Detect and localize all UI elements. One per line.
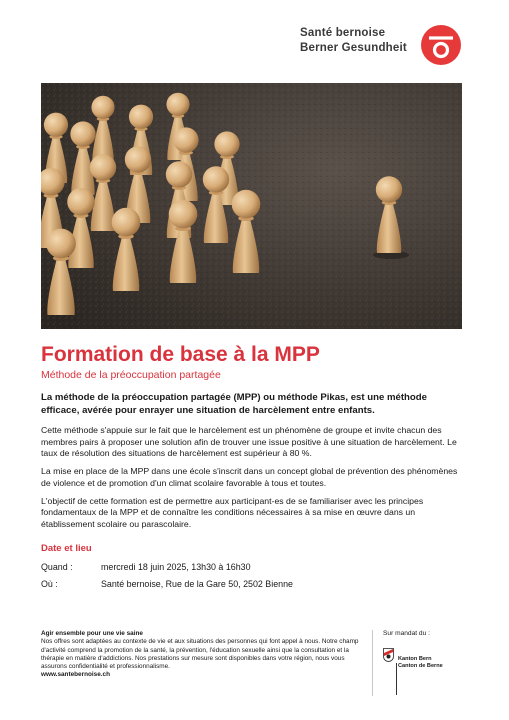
where-value: Santé bernoise, Rue de la Gare 50, 2502 Bienne: [101, 579, 293, 589]
where-label: Où :: [41, 579, 58, 589]
footer-about: [41, 630, 371, 680]
page-title: Formation de base à la MPP: [41, 343, 320, 366]
canton-names: [398, 656, 443, 670]
hero-photo: [41, 83, 462, 329]
canton-fr: Canton de Berne: [398, 663, 443, 670]
mandate-label: Sur mandat du :: [383, 630, 430, 637]
canton-de: Kanton Bern: [398, 656, 432, 662]
brand-line-fr: Santé bernoise: [300, 27, 386, 39]
paragraph-2: La mise en place de la MPP dans une école s'inscrit dans un concept global de prévention des phénomènes de violence et de promotion d'un climat scolaire favorable à tous et toutes.: [41, 466, 458, 488]
brand-line-de: Berner Gesundheit: [300, 42, 407, 54]
paragraph-3: L'objectif de cette formation est de permettre aux participant-es de se familiariser avec les principes fondamentaux de la MPP et de connaître les conditions nécessaires à sa mise en œuvre dans un établissement scolaire ou parascolaire.: [41, 495, 424, 529]
footer-text: Nos offres sont adaptées au contexte de vie et aux situations des personnes qui font appel à nous. Notre champ d'activité comprend la promotion de la santé, la prévention, l'éducation sexuelle ainsi que la consultation et la thérapie en matière d'addictions. Nos prestations sur mesure sont disponibles dans votre région, nous vous assurons confidentialité et professionnalisme.: [41, 638, 359, 671]
brand-name: [300, 26, 407, 56]
page-subtitle: Méthode de la préoccupation partagée: [41, 369, 221, 381]
body-text: [41, 392, 466, 537]
footer-tagline: Agir ensemble pour une vie saine: [41, 630, 143, 637]
canton-rule: [396, 663, 397, 695]
footer-divider: [372, 630, 373, 696]
lead-paragraph: La méthode de la préoccupation partagée (MPP) ou méthode Pikas, est une méthode efficace, avérée pour enrayer une situation de harcèlement entre enfants.: [41, 392, 427, 416]
footer-website-link[interactable]: www.santebernoise.ch: [41, 671, 111, 679]
when-row: [41, 561, 251, 573]
where-row: [41, 578, 293, 590]
canton-logo: [383, 648, 443, 670]
when-value: mercredi 18 juin 2025, 13h30 à 16h30: [101, 562, 251, 572]
brand-logo-icon: [421, 25, 461, 65]
bern-coat-of-arms-icon: [383, 648, 394, 662]
details-heading: Date et lieu: [41, 543, 92, 554]
paragraph-1: Cette méthode s'appuie sur le fait que le harcèlement est un phénomène de groupe et invite chacun des membres pairs à proposer une solution afin de trouver une issue positive à une situation de harcèlement. Le taux de résolution des situations de harcèlement est supérieur à 80 %.: [41, 425, 457, 459]
when-label: Quand :: [41, 562, 73, 572]
pawns-illustration: [41, 83, 462, 329]
